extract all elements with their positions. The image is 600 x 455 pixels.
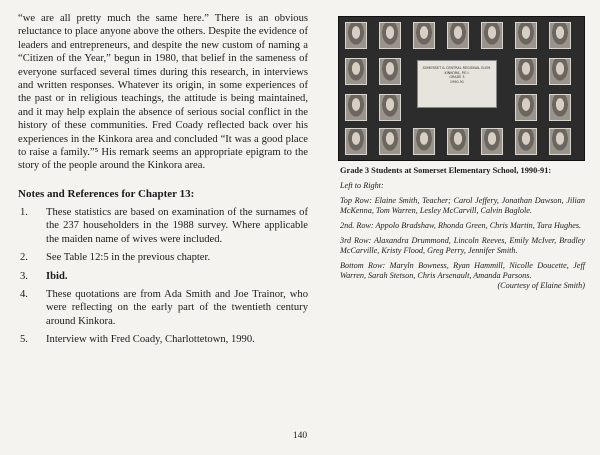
plaque-line: SOMERSET & CENTRAL REGIONAL ELEM. <box>422 66 492 70</box>
notes-heading: Notes and References for Chapter 13: <box>18 187 195 200</box>
class-plaque <box>417 60 497 108</box>
student-portrait <box>515 128 537 155</box>
caption-left-to-right: Left to Right: <box>340 181 384 190</box>
caption-title: Grade 3 Students at Somerset Elementary School, 1990-91: <box>340 166 552 175</box>
note-number: 2. <box>20 252 28 264</box>
note-text: These quotations are from Ada Smith and Joe Trainor, who were reflecting on the early part of the twentieth century around Kinkora. <box>46 288 308 327</box>
student-portrait <box>379 58 401 85</box>
plaque-line: GRADE 3 <box>449 75 465 80</box>
student-portrait <box>345 128 367 155</box>
note-item <box>18 206 308 246</box>
student-portrait <box>379 22 401 49</box>
class-photo <box>338 16 585 161</box>
caption-top-row: Top Row: Elaine Smith, Teacher; Carol Jeffery, Jonathan Dawson, Jilian McKenna, Tom Warren, Lesley McCarvill, Calvin Baglole. <box>340 196 585 215</box>
note-text: These statistics are based on examination of the surnames of the 237 householders in the 1988 survey. Where applicable the maiden name of wives were included. <box>46 206 308 245</box>
student-portrait <box>413 128 435 155</box>
student-portrait <box>549 94 571 121</box>
note-number: 4. <box>20 288 28 300</box>
note-text: Ibid. <box>46 270 68 282</box>
right-page <box>338 16 585 296</box>
note-number: 5. <box>20 334 28 346</box>
photo-credit: (Courtesy of Elaine Smith) <box>497 281 585 290</box>
note-number: 3. <box>20 270 28 282</box>
student-portrait <box>481 128 503 155</box>
caption-third-row: 3rd Row: Alaxandra Drummond, Lincoln Reeves, Emily McIver, Bradley McCarville, Kristy Flood, Greg Perry, Jennifer Smith. <box>340 236 585 255</box>
caption-second-row: 2nd. Row: Appolo Bradshaw, Rhonda Green, Chris Martin, Tara Hughes. <box>340 221 582 230</box>
student-portrait <box>345 94 367 121</box>
student-portrait <box>549 128 571 155</box>
student-portrait <box>413 22 435 49</box>
note-item <box>18 333 308 346</box>
student-portrait <box>515 94 537 121</box>
student-portrait <box>345 58 367 85</box>
student-portrait <box>515 22 537 49</box>
left-page <box>18 12 308 352</box>
student-portrait <box>549 58 571 85</box>
note-text: Interview with Fred Coady, Charlottetown, 1990. <box>46 334 255 346</box>
student-portrait <box>447 128 469 155</box>
note-number: 1. <box>20 206 28 218</box>
note-item <box>18 288 308 328</box>
caption-bottom-row: Bottom Row: Maryln Bowness, Ryan Hammill, Nicolle Doucette, Jeff Warren, Sarah Stetson, Chris Arsenault, Amanda Parsons. <box>340 261 585 280</box>
note-item <box>18 251 308 264</box>
notes-list <box>18 206 308 347</box>
student-portrait <box>345 22 367 49</box>
student-portrait <box>549 22 571 49</box>
body-paragraph: “we are all pretty much the same here.” There is an obvious reluctance to place anyone above the others. Despite the evidence of leaders and entrepreneurs, and despite the new custom of naming a “Citizen of the Year,” begun in 1980, that belief in the sameness of everyone surfaced several times during this research, in interviews and written responses. Whatever its origin, in some experiences of the past or in religious teachings, the attitude is being maintained, and it may help explain the absence of serious social conflict in the history of these communities. Fred Coady reflected back over his experiences in the Kinkora area and concluded “It was a good place to raise a family.”⁵ His remark seems an appropriate epigram to the story of the people around the Kinkora area. <box>18 13 308 172</box>
plaque-line: 1990-91 <box>449 79 465 84</box>
student-portrait <box>481 22 503 49</box>
note-text: See Table 12:5 in the previous chapter. <box>46 252 211 264</box>
page-number: 140 <box>292 431 308 441</box>
student-portrait <box>379 128 401 155</box>
student-portrait <box>447 22 469 49</box>
student-portrait <box>515 58 537 85</box>
plaque-line: KINKORA, P.E.I. <box>444 70 470 75</box>
student-portrait <box>379 94 401 121</box>
note-item <box>18 270 308 283</box>
